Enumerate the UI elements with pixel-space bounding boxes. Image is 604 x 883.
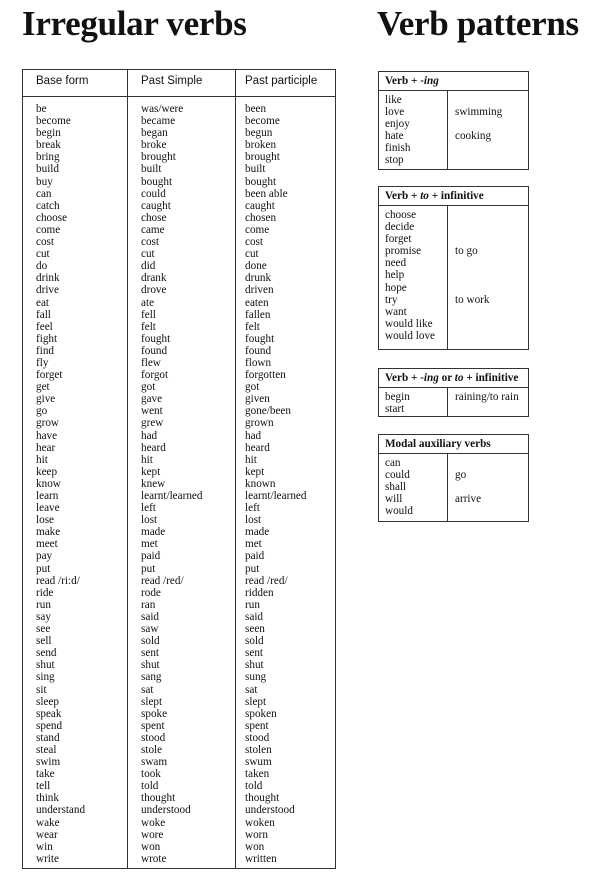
pattern-verb: can (385, 457, 401, 469)
pattern-verb: choose (385, 209, 417, 221)
verb-cell: pay (36, 550, 53, 563)
pattern-body (379, 91, 528, 169)
verb-cell: caught (141, 199, 171, 212)
base-form-column (36, 103, 85, 865)
verb-cell: been able (245, 187, 288, 200)
verb-cell: forgotten (245, 369, 286, 382)
heading-part: or (438, 372, 455, 384)
heading-part: Modal auxiliary verbs (385, 438, 491, 450)
verb-cell: swam (141, 756, 168, 769)
heading-part: -ing (420, 75, 439, 87)
verb-cell: ate (141, 296, 155, 309)
verb-cell: become (36, 115, 71, 128)
verb-cell: have (36, 429, 58, 442)
verb-cell: ran (141, 598, 156, 611)
verb-cell: woke (141, 816, 166, 829)
verb-cell: known (245, 477, 276, 490)
pattern-heading (379, 369, 528, 388)
verb-ing-box (378, 71, 529, 170)
verb-cell: eat (36, 296, 50, 309)
verb-cell: bought (141, 175, 173, 188)
verb-cell: can (36, 187, 52, 200)
verb-cell: stand (36, 731, 60, 744)
verb-cell: wrote (141, 852, 167, 865)
verb-cell: spend (36, 719, 63, 732)
verb-cell: paid (141, 550, 161, 563)
verb-cell: built (245, 163, 266, 176)
verb-cell: stolen (245, 743, 272, 756)
verb-cell: drank (141, 272, 167, 285)
pattern-verb: enjoy (385, 118, 410, 131)
verb-cell: broken (245, 139, 277, 152)
pattern-verb-list (385, 391, 410, 415)
verb-cell: got (245, 381, 260, 394)
pattern-verb: love (385, 106, 405, 119)
verb-cell: given (245, 393, 270, 406)
verb-cell: stole (141, 743, 163, 756)
verb-cell: flew (141, 356, 161, 369)
verb-cell: bought (245, 175, 277, 188)
verb-cell: woken (245, 816, 275, 829)
heading-part: Verb + (385, 190, 421, 202)
verb-cell: come (245, 223, 270, 236)
verb-cell: know (36, 477, 61, 490)
verb-cell: begun (245, 127, 273, 140)
pattern-verb-list (385, 94, 410, 167)
verb-cell: become (245, 115, 280, 128)
verb-cell: win (36, 840, 53, 853)
verb-cell: was/were (141, 103, 184, 115)
verb-cell: take (36, 768, 55, 781)
verb-cell: learnt/learned (141, 490, 203, 502)
verb-cell: hit (36, 453, 48, 466)
pattern-verb: decide (385, 221, 415, 234)
verb-patterns-title: Verb patterns (377, 4, 579, 43)
verb-cell: catch (36, 199, 60, 212)
verb-cell: cut (141, 248, 155, 261)
heading-part: to (420, 190, 429, 202)
pattern-verb: begin (385, 391, 410, 403)
verb-cell: run (36, 598, 51, 611)
header-past-participle: Past participle (245, 75, 318, 87)
verb-cell: slept (245, 695, 267, 708)
pattern-verb: shall (385, 481, 407, 494)
pattern-example: cooking (455, 130, 492, 143)
verb-cell: flown (245, 356, 272, 369)
verb-cell: see (36, 623, 51, 636)
verb-cell: read /red/ (245, 574, 288, 587)
verb-cell: begin (36, 127, 61, 140)
verb-cell: heard (245, 441, 270, 454)
verb-cell: do (36, 260, 48, 273)
verb-cell: come (36, 223, 61, 236)
verb-cell: came (141, 223, 165, 236)
verb-cell: knew (141, 477, 166, 490)
verb-cell: saw (141, 623, 159, 636)
verb-cell: fight (36, 332, 58, 345)
verb-cell: make (36, 526, 61, 539)
verb-cell: felt (141, 320, 156, 333)
verb-cell: went (141, 405, 163, 418)
verb-cell: drunk (245, 272, 272, 285)
verb-cell: read /ri:d/ (36, 574, 80, 587)
verb-cell: caught (245, 199, 275, 212)
modal-auxiliary-verbs-box (378, 434, 529, 522)
verb-cell: written (245, 852, 277, 865)
verb-cell: sleep (36, 695, 59, 708)
verb-cell: sat (141, 683, 154, 696)
verb-cell: understand (36, 804, 86, 817)
verb-cell: thought (141, 792, 176, 805)
verb-cell: forgot (141, 369, 169, 382)
verb-cell: sold (141, 635, 160, 648)
header-past-simple: Past Simple (141, 75, 203, 87)
verb-cell: lost (141, 514, 158, 527)
verb-cell: told (245, 780, 263, 793)
verb-cell: cut (36, 248, 50, 261)
verb-cell: choose (36, 211, 68, 224)
pattern-verb: would (385, 505, 413, 518)
verb-cell: put (245, 562, 260, 575)
pattern-example: to go (455, 245, 478, 258)
verb-cell: fought (245, 332, 275, 345)
verb-cell: be (36, 103, 47, 115)
verb-cell: taken (245, 768, 270, 781)
verb-cell: did (141, 260, 156, 273)
verb-cell: break (36, 139, 61, 152)
verb-cell: buy (36, 175, 53, 188)
verb-cell: got (141, 381, 156, 394)
pattern-example: to work (455, 293, 490, 306)
verb-cell: began (141, 127, 168, 140)
pattern-verb: forget (385, 233, 412, 246)
verb-cell: stood (141, 731, 166, 744)
pattern-verb: need (385, 257, 407, 270)
verb-cell: hit (141, 453, 153, 466)
heading-part: to (454, 372, 464, 384)
verb-cell: say (36, 610, 51, 623)
verb-cell: won (245, 840, 265, 853)
pattern-verb: finish (385, 142, 411, 155)
verb-cell: run (245, 598, 260, 611)
verb-cell: fall (36, 308, 51, 321)
verb-cell: grow (36, 417, 59, 430)
verb-cell: sent (245, 647, 264, 660)
verb-cell: ride (36, 586, 54, 599)
verb-cell: worn (245, 828, 268, 841)
verb-cell: send (36, 647, 57, 660)
past-simple-column (141, 103, 203, 865)
verb-cell: driven (245, 284, 274, 297)
verb-cell: brought (141, 151, 176, 164)
column-divider (447, 91, 448, 169)
pattern-verb: stop (385, 154, 404, 167)
verb-cell: could (141, 187, 166, 200)
verb-cell: sent (141, 647, 160, 660)
irregular-verbs-table (22, 69, 336, 869)
verb-cell: drove (141, 284, 167, 297)
verb-cell: kept (141, 465, 161, 478)
verb-cell: thought (245, 792, 280, 805)
verb-cell: chose (141, 211, 167, 224)
past-participle-column (245, 103, 307, 865)
verb-cell: found (245, 344, 272, 357)
verb-cell: spoke (141, 707, 168, 720)
verb-cell: done (245, 260, 267, 273)
verb-cell: kept (245, 465, 265, 478)
verb-cell: made (141, 526, 166, 539)
verb-cell: grew (141, 417, 164, 430)
verb-cell: lost (245, 514, 262, 527)
verb-cell: drink (36, 272, 60, 285)
verb-cell: go (36, 405, 48, 418)
verb-cell: cost (141, 236, 160, 249)
pattern-heading (379, 435, 528, 454)
verb-cell: made (245, 526, 270, 539)
verb-cell: fallen (245, 308, 271, 321)
verb-cell: felt (245, 320, 260, 333)
column-divider (127, 70, 128, 868)
irregular-verbs-title: Irregular verbs (22, 4, 247, 43)
verb-cell: hit (245, 453, 257, 466)
verb-cell: lose (36, 514, 55, 527)
pattern-verb: promise (385, 245, 422, 258)
verb-cell: rode (141, 586, 161, 599)
verb-cell: cut (245, 248, 259, 261)
pattern-verb: help (385, 269, 405, 282)
verb-cell: write (36, 852, 59, 865)
verb-cell: ridden (245, 586, 274, 599)
heading-part: -ing (420, 372, 439, 384)
verb-cell: shut (141, 659, 160, 672)
verb-cell: sing (36, 671, 55, 684)
pattern-verb: would love (385, 329, 436, 342)
verb-to-infinitive-box (378, 186, 529, 350)
pattern-heading (379, 187, 528, 206)
verb-cell: shut (245, 659, 264, 672)
verb-cell: think (36, 792, 59, 805)
verb-cell: put (36, 562, 51, 575)
pattern-verb: hate (385, 130, 404, 143)
verb-cell: shut (36, 659, 55, 672)
pattern-body (379, 206, 528, 349)
pattern-verb: try (385, 293, 398, 306)
verb-cell: steal (36, 743, 57, 756)
verb-cell: sold (245, 635, 264, 648)
pattern-verb-list (385, 209, 435, 342)
verb-cell: met (141, 538, 158, 551)
verb-cell: left (245, 502, 260, 515)
heading-part: + infinitive (428, 190, 484, 202)
verb-cell: sat (245, 683, 258, 696)
verb-cell: met (245, 538, 262, 551)
pattern-heading (379, 72, 528, 91)
verb-cell: build (36, 163, 59, 176)
verb-cell: cost (245, 236, 264, 249)
verb-cell: forget (36, 369, 63, 382)
verb-cell: understood (245, 804, 295, 817)
verb-cell: paid (245, 550, 265, 563)
verb-cell: get (36, 381, 50, 394)
pattern-verb: could (385, 469, 410, 482)
verb-cell: took (141, 768, 161, 781)
verb-cell: wake (36, 816, 60, 829)
column-divider (235, 70, 236, 868)
pattern-example: raining/to rain (455, 391, 519, 403)
verb-cell: built (141, 163, 162, 176)
verb-cell: sang (141, 671, 162, 684)
heading-part: + infinitive (463, 372, 519, 384)
verb-cell: wore (141, 828, 164, 841)
heading-part: Verb + (385, 372, 421, 384)
pattern-example: swimming (455, 106, 503, 119)
verb-cell: told (141, 780, 159, 793)
pattern-verb-list (385, 457, 413, 517)
verb-cell: eaten (245, 296, 269, 309)
verb-cell: put (141, 562, 156, 575)
verb-cell: find (36, 344, 55, 357)
verb-cell: been (245, 103, 267, 115)
verb-cell: sung (245, 671, 267, 684)
verb-cell: swim (36, 756, 61, 769)
verb-cell: said (245, 610, 264, 623)
verb-cell: learnt/learned (245, 490, 307, 502)
verb-cell: won (141, 840, 161, 853)
verb-cell: swum (245, 756, 272, 769)
verb-cell: drive (36, 284, 59, 297)
column-divider (447, 388, 448, 416)
verb-cell: read /red/ (141, 574, 184, 587)
pattern-example: go (455, 469, 467, 482)
pattern-example: arrive (455, 493, 482, 506)
pattern-verb: like (385, 94, 402, 106)
verb-ing-or-to-infinitive-box (378, 368, 529, 417)
verb-cell: had (141, 429, 158, 442)
verb-cell: tell (36, 780, 51, 793)
pattern-verb: would like (385, 317, 433, 330)
verb-cell: sell (36, 635, 52, 648)
header-base-form: Base form (36, 75, 89, 87)
verb-cell: had (245, 429, 262, 442)
pattern-verb: start (385, 403, 405, 416)
verb-cell: bring (36, 151, 60, 164)
verb-cell: understood (141, 804, 191, 817)
pattern-body (379, 388, 528, 416)
verb-cell: sit (36, 683, 47, 696)
verb-cell: brought (245, 151, 280, 164)
verb-cell: became (141, 115, 176, 128)
verb-cell: speak (36, 707, 62, 720)
verb-cell: keep (36, 465, 58, 478)
pattern-body (379, 454, 528, 521)
verb-cell: left (141, 502, 156, 515)
verb-cell: fell (141, 308, 156, 321)
verb-cell: spent (141, 719, 165, 732)
verb-cell: slept (141, 695, 163, 708)
column-divider (447, 454, 448, 521)
verb-cell: broke (141, 139, 167, 152)
verb-cell: hear (36, 441, 56, 454)
verb-cell: cost (36, 236, 55, 249)
pattern-verb: want (385, 305, 407, 318)
verb-cell: fought (141, 332, 171, 345)
pattern-verb: hope (385, 281, 407, 294)
verb-cell: said (141, 610, 160, 623)
verb-cell: found (141, 344, 168, 357)
verb-cell: learn (36, 490, 59, 502)
verb-cell: seen (245, 623, 265, 636)
verb-cell: gave (141, 393, 163, 406)
verb-cell: wear (36, 828, 58, 841)
verb-cell: stood (245, 731, 270, 744)
heading-part: Verb + (385, 75, 421, 87)
verb-cell: fly (36, 356, 49, 369)
verb-cell: meet (36, 538, 58, 551)
verb-cell: spent (245, 719, 269, 732)
pattern-verb: will (385, 493, 403, 506)
column-divider (447, 206, 448, 349)
verb-cell: chosen (245, 211, 277, 224)
verb-cell: feel (36, 320, 53, 333)
verb-cell: spoken (245, 707, 277, 720)
verb-cell: leave (36, 502, 60, 515)
verb-cell: grown (245, 417, 274, 430)
verb-cell: give (36, 393, 56, 406)
verb-cell: gone/been (245, 405, 291, 418)
table-header-row (23, 70, 335, 97)
verb-cell: heard (141, 441, 166, 454)
